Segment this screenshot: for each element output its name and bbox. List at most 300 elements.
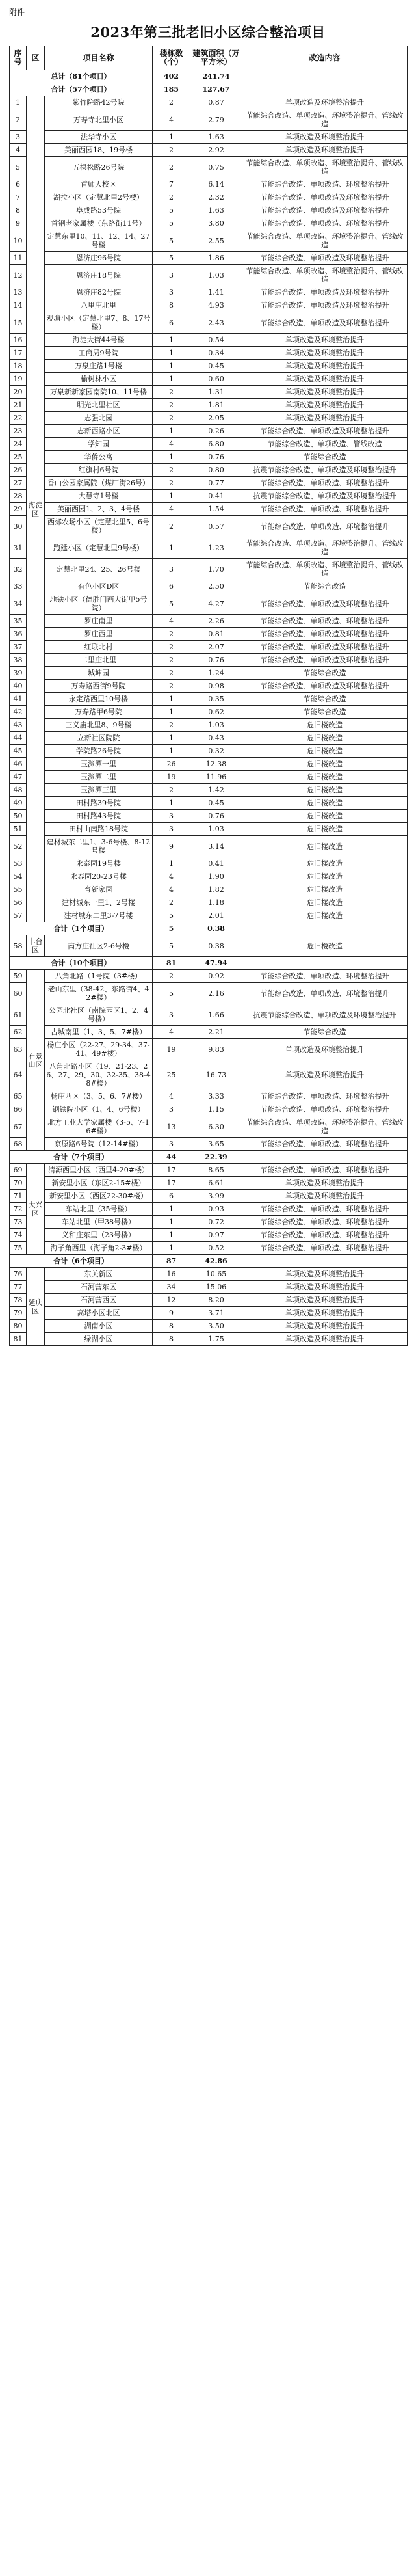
grand-total-label: 总计（81个项目） — [10, 70, 153, 83]
table-row — [10, 719, 408, 732]
subtotal-content — [242, 922, 408, 935]
row-content: 危旧楼改造 — [242, 935, 408, 957]
row-project-name: 北方工业大学家属楼（3-5、7-16#楼） — [45, 1116, 153, 1138]
row-content: 危旧楼改造 — [242, 870, 408, 883]
header-district: 区 — [27, 46, 45, 70]
row-content: 节能综合改造、单项改造及环境整治提升 — [242, 312, 408, 334]
row-area: 0.26 — [190, 425, 242, 438]
subtotal-label: 合计（10个项目） — [10, 957, 153, 970]
row-buildings: 2 — [153, 628, 190, 641]
row-content: 危旧楼改造 — [242, 857, 408, 870]
row-seq: 2 — [10, 109, 27, 131]
row-content: 节能综合改造、单项改造及环境整治提升 — [242, 191, 408, 204]
row-content: 单项改造及环境整治提升 — [242, 1177, 408, 1190]
row-content: 节能综合改造、单项改造、环境整治提升 — [242, 1203, 408, 1216]
row-seq: 17 — [10, 347, 27, 360]
row-seq: 35 — [10, 615, 27, 628]
row-area: 1.31 — [190, 386, 242, 399]
row-seq: 73 — [10, 1216, 27, 1229]
row-project-name: 八角北路（1号院（3#楼） — [45, 970, 153, 983]
row-buildings: 13 — [153, 1116, 190, 1138]
row-area: 3.14 — [190, 836, 242, 857]
row-buildings: 17 — [153, 1177, 190, 1190]
row-project-name: 华侨公寓 — [45, 451, 153, 464]
row-buildings: 6 — [153, 580, 190, 593]
row-project-name: 立新社区院院 — [45, 732, 153, 745]
row-buildings: 1 — [153, 334, 190, 347]
row-seq: 56 — [10, 896, 27, 909]
row-buildings: 2 — [153, 719, 190, 732]
row-area: 0.72 — [190, 1216, 242, 1229]
row-area: 3.33 — [190, 1090, 242, 1103]
row-content: 节能综合改造、单项改造、环境整治提升 — [242, 1090, 408, 1103]
table-row — [10, 883, 408, 896]
row-content: 单项改造及环境整治提升 — [242, 347, 408, 360]
row-buildings: 2 — [153, 412, 190, 425]
row-area: 0.76 — [190, 810, 242, 823]
row-project-name: 首钢老家属楼（东路街11号） — [45, 217, 153, 230]
row-seq: 74 — [10, 1229, 27, 1242]
table-row — [10, 654, 408, 667]
row-area: 6.14 — [190, 178, 242, 191]
table-row — [10, 1281, 408, 1294]
row-buildings: 4 — [153, 615, 190, 628]
row-buildings: 1 — [153, 745, 190, 758]
row-area: 1.42 — [190, 784, 242, 797]
row-project-name: 恩济庄18号院 — [45, 265, 153, 286]
row-project-name: 石河营东区 — [45, 1281, 153, 1294]
row-project-name: 跑廷小区（定慧北里9号楼） — [45, 537, 153, 559]
row-project-name: 永泰园19号楼 — [45, 857, 153, 870]
subtotal-label: 合计（57个项目） — [10, 83, 153, 96]
table-row — [10, 1242, 408, 1255]
header-area: 建筑面积（万平方米） — [190, 46, 242, 70]
row-project-name: 定慧北里24、25、26号楼 — [45, 559, 153, 580]
row-content: 单项改造及环境整治提升 — [242, 1307, 408, 1320]
row-area: 1.18 — [190, 896, 242, 909]
table-row — [10, 758, 408, 771]
row-content: 危旧楼改造 — [242, 745, 408, 758]
row-area: 0.62 — [190, 706, 242, 719]
row-area: 1.03 — [190, 823, 242, 836]
row-content: 节能综合改造 — [242, 1026, 408, 1039]
table-row — [10, 334, 408, 347]
table-row — [10, 628, 408, 641]
table-row — [10, 144, 408, 157]
row-buildings: 3 — [153, 1004, 190, 1026]
row-seq: 38 — [10, 654, 27, 667]
row-buildings: 3 — [153, 810, 190, 823]
row-seq: 22 — [10, 412, 27, 425]
row-area: 15.06 — [190, 1281, 242, 1294]
table-row — [10, 1138, 408, 1151]
row-content: 节能综合改造、单项改造、环境整治提升、管线改造 — [242, 157, 408, 178]
row-buildings: 2 — [153, 386, 190, 399]
row-area: 0.34 — [190, 347, 242, 360]
subtotal-label: 合计（7个项目） — [10, 1151, 153, 1164]
table-row — [10, 1004, 408, 1026]
row-area: 0.60 — [190, 373, 242, 386]
row-seq: 33 — [10, 580, 27, 593]
row-seq: 57 — [10, 909, 27, 922]
subtotal-content — [242, 957, 408, 970]
row-seq: 7 — [10, 191, 27, 204]
table-row — [10, 386, 408, 399]
row-project-name: 榆树林小区 — [45, 373, 153, 386]
row-buildings: 7 — [153, 178, 190, 191]
row-area: 1.03 — [190, 719, 242, 732]
table-row — [10, 1333, 408, 1346]
row-buildings: 9 — [153, 836, 190, 857]
row-content: 节能综合改造、单项改造及环境整治提升 — [242, 252, 408, 265]
row-content: 危旧楼改造 — [242, 836, 408, 857]
row-project-name: 石河营西区 — [45, 1294, 153, 1307]
row-buildings: 4 — [153, 1090, 190, 1103]
row-project-name: 美丽西园1、2、3、4号楼 — [45, 503, 153, 516]
row-buildings: 1 — [153, 537, 190, 559]
row-project-name: 五棵松路26号院 — [45, 157, 153, 178]
row-project-name: 车站北里（35号楼） — [45, 1203, 153, 1216]
row-area: 4.93 — [190, 299, 242, 312]
row-content: 节能综合改造、单项改造、环境整治提升 — [242, 1164, 408, 1177]
table-row — [10, 1294, 408, 1307]
row-buildings: 2 — [153, 477, 190, 490]
row-buildings: 4 — [153, 870, 190, 883]
row-area: 2.21 — [190, 1026, 242, 1039]
row-seq: 4 — [10, 144, 27, 157]
row-seq: 27 — [10, 477, 27, 490]
row-project-name: 法华寺小区 — [45, 131, 153, 144]
row-buildings: 4 — [153, 109, 190, 131]
row-seq: 58 — [10, 935, 27, 957]
row-buildings: 5 — [153, 935, 190, 957]
row-area: 0.77 — [190, 477, 242, 490]
row-area: 1.54 — [190, 503, 242, 516]
row-buildings: 2 — [153, 970, 190, 983]
table-row — [10, 399, 408, 412]
table-row — [10, 836, 408, 857]
table-row — [10, 1103, 408, 1116]
row-seq: 70 — [10, 1177, 27, 1190]
row-content: 节能综合改造、单项改造、环境整治提升 — [242, 217, 408, 230]
row-project-name: 新安里小区（东区2-15#楼） — [45, 1177, 153, 1190]
table-row — [10, 451, 408, 464]
row-content: 节能综合改造、单项改造及环境整治提升 — [242, 286, 408, 299]
table-row — [10, 784, 408, 797]
table-row — [10, 896, 408, 909]
row-seq: 76 — [10, 1268, 27, 1281]
row-area: 1.81 — [190, 399, 242, 412]
row-area: 8.20 — [190, 1294, 242, 1307]
row-area: 0.98 — [190, 680, 242, 693]
row-project-name: 八里庄北里 — [45, 299, 153, 312]
table-row — [10, 693, 408, 706]
row-area: 10.65 — [190, 1268, 242, 1281]
row-area: 1.24 — [190, 667, 242, 680]
table-row — [10, 732, 408, 745]
row-content: 单项改造及环境整治提升 — [242, 334, 408, 347]
row-buildings: 25 — [153, 1060, 190, 1090]
grand-total-buildings: 402 — [153, 70, 190, 83]
grand-total-area: 241.74 — [190, 70, 242, 83]
row-content: 节能综合改造 — [242, 451, 408, 464]
table-row — [10, 360, 408, 373]
row-seq: 44 — [10, 732, 27, 745]
table-row — [10, 1060, 408, 1090]
row-seq: 80 — [10, 1320, 27, 1333]
table-body — [10, 70, 408, 1346]
row-seq: 45 — [10, 745, 27, 758]
row-buildings: 2 — [153, 896, 190, 909]
row-seq: 39 — [10, 667, 27, 680]
row-area: 1.70 — [190, 559, 242, 580]
row-seq: 47 — [10, 771, 27, 784]
row-content: 抗震节能综合改造、单项改造及环境整治提升 — [242, 1004, 408, 1026]
row-area: 3.80 — [190, 217, 242, 230]
table-row — [10, 680, 408, 693]
row-buildings: 8 — [153, 1333, 190, 1346]
table-row — [10, 667, 408, 680]
subtotal-content — [242, 83, 408, 96]
row-content: 单项改造及环境整治提升 — [242, 412, 408, 425]
row-seq: 34 — [10, 593, 27, 615]
row-content: 单项改造及环境整治提升 — [242, 131, 408, 144]
row-project-name: 三义庙北里8、9号楼 — [45, 719, 153, 732]
row-area: 2.16 — [190, 983, 242, 1004]
row-buildings: 17 — [153, 1164, 190, 1177]
row-buildings: 2 — [153, 144, 190, 157]
subtotal-row — [10, 957, 408, 970]
row-buildings: 5 — [153, 230, 190, 252]
row-seq: 59 — [10, 970, 27, 983]
table-row — [10, 464, 408, 477]
row-buildings: 2 — [153, 784, 190, 797]
subtotal-row — [10, 83, 408, 96]
row-content: 危旧楼改造 — [242, 810, 408, 823]
table-row — [10, 347, 408, 360]
table-row — [10, 96, 408, 109]
row-content: 抗震节能综合改造、单项改造及环境整治提升 — [242, 490, 408, 503]
page-title: 2023年第三批老旧小区综合整治项目 — [90, 24, 326, 40]
row-project-name: 新安里小区（西区22-30#楼） — [45, 1190, 153, 1203]
table-row — [10, 641, 408, 654]
row-buildings: 3 — [153, 1138, 190, 1151]
table-row — [10, 299, 408, 312]
row-content: 节能综合改造、单项改造、环境整治提升 — [242, 1229, 408, 1242]
row-area: 0.41 — [190, 490, 242, 503]
table-row — [10, 265, 408, 286]
row-project-name: 育新家园 — [45, 883, 153, 896]
table-row — [10, 373, 408, 386]
row-content: 单项改造及环境整治提升 — [242, 144, 408, 157]
row-project-name: 绿湖小区 — [45, 1333, 153, 1346]
table-row — [10, 935, 408, 957]
projects-table — [9, 46, 408, 1346]
row-content: 危旧楼改造 — [242, 883, 408, 896]
row-content: 单项改造及环境整治提升 — [242, 1281, 408, 1294]
district-cell: 海淀区 — [27, 96, 45, 922]
row-buildings: 8 — [153, 1320, 190, 1333]
subtotal-area: 47.94 — [190, 957, 242, 970]
table-row — [10, 252, 408, 265]
row-area: 1.66 — [190, 1004, 242, 1026]
row-buildings: 1 — [153, 373, 190, 386]
row-buildings: 1 — [153, 857, 190, 870]
row-project-name: 八角北路小区（19、21-23、26、27、29、30、32-35、38-48#楼） — [45, 1060, 153, 1090]
row-seq: 63 — [10, 1039, 27, 1060]
row-seq: 55 — [10, 883, 27, 896]
row-seq: 51 — [10, 823, 27, 836]
row-buildings: 1 — [153, 1242, 190, 1255]
table-row — [10, 580, 408, 593]
row-buildings: 1 — [153, 797, 190, 810]
table-row — [10, 1190, 408, 1203]
table-header-row — [10, 46, 408, 70]
table-row — [10, 1116, 408, 1138]
header-seq: 序号 — [10, 46, 27, 70]
table-row — [10, 503, 408, 516]
row-content: 单项改造及环境整治提升 — [242, 373, 408, 386]
row-seq: 13 — [10, 286, 27, 299]
row-seq: 18 — [10, 360, 27, 373]
table-row — [10, 771, 408, 784]
row-project-name: 车站北里（甲38号楼） — [45, 1216, 153, 1229]
row-seq: 6 — [10, 178, 27, 191]
table-row — [10, 157, 408, 178]
row-area: 0.43 — [190, 732, 242, 745]
subtotal-area: 22.39 — [190, 1151, 242, 1164]
row-content: 节能综合改造 — [242, 693, 408, 706]
table-row — [10, 286, 408, 299]
row-project-name: 钢铁院小区（1、4、6号楼） — [45, 1103, 153, 1116]
row-content: 单项改造及环境整治提升 — [242, 360, 408, 373]
table-row — [10, 1039, 408, 1060]
row-project-name: 杨庄小区（22-27、29-34、37-41、49#楼） — [45, 1039, 153, 1060]
row-content: 危旧楼改造 — [242, 909, 408, 922]
row-buildings: 6 — [153, 312, 190, 334]
row-buildings: 5 — [153, 204, 190, 217]
row-buildings: 1 — [153, 451, 190, 464]
row-content: 节能综合改造、单项改造、环境整治提升 — [242, 503, 408, 516]
row-project-name: 海子角西里（海子角2-3#楼） — [45, 1242, 153, 1255]
row-project-name: 有色小区D区 — [45, 580, 153, 593]
row-seq: 69 — [10, 1164, 27, 1177]
row-area: 0.87 — [190, 96, 242, 109]
row-content: 节能综合改造、单项改造及环境整治提升 — [242, 641, 408, 654]
row-buildings: 1 — [153, 425, 190, 438]
table-row — [10, 797, 408, 810]
row-content: 节能综合改造、单项改造、环境整治提升、管线改造 — [242, 537, 408, 559]
row-seq: 32 — [10, 559, 27, 580]
row-project-name: 玉渊潭三里 — [45, 784, 153, 797]
row-content: 节能综合改造、单项改造、环境整治提升 — [242, 1216, 408, 1229]
row-seq: 8 — [10, 204, 27, 217]
row-content: 节能综合改造 — [242, 580, 408, 593]
row-seq: 15 — [10, 312, 27, 334]
row-project-name: 建材城东二里1、3-6号楼、8-12号楼 — [45, 836, 153, 857]
row-seq: 31 — [10, 537, 27, 559]
row-buildings: 12 — [153, 1294, 190, 1307]
table-row — [10, 970, 408, 983]
row-content: 节能综合改造、单项改造及环境整治提升 — [242, 593, 408, 615]
row-project-name: 大慧寺1号楼 — [45, 490, 153, 503]
row-seq: 9 — [10, 217, 27, 230]
row-content: 单项改造及环境整治提升 — [242, 1320, 408, 1333]
row-area: 6.80 — [190, 438, 242, 451]
row-content: 节能综合改造、单项改造、环境整治提升 — [242, 615, 408, 628]
row-content: 节能综合改造、单项改造、环境整治提升 — [242, 516, 408, 537]
row-area: 1.90 — [190, 870, 242, 883]
row-area: 2.07 — [190, 641, 242, 654]
row-area: 3.71 — [190, 1307, 242, 1320]
row-area: 0.38 — [190, 935, 242, 957]
table-row — [10, 1164, 408, 1177]
row-content: 单项改造及环境整治提升 — [242, 1333, 408, 1346]
row-project-name: 永泰园20-23号楼 — [45, 870, 153, 883]
row-seq: 19 — [10, 373, 27, 386]
subtotal-content — [242, 1151, 408, 1164]
row-area: 3.99 — [190, 1190, 242, 1203]
row-buildings: 3 — [153, 286, 190, 299]
row-area: 1.23 — [190, 537, 242, 559]
row-seq: 52 — [10, 836, 27, 857]
table-row — [10, 983, 408, 1004]
row-area: 0.93 — [190, 1203, 242, 1216]
row-area: 9.83 — [190, 1039, 242, 1060]
row-content: 危旧楼改造 — [242, 823, 408, 836]
row-buildings: 4 — [153, 883, 190, 896]
district-cell: 丰台区 — [27, 935, 45, 957]
table-row — [10, 1268, 408, 1281]
table-row — [10, 109, 408, 131]
table-row — [10, 593, 408, 615]
row-buildings: 1 — [153, 1216, 190, 1229]
row-area: 2.05 — [190, 412, 242, 425]
row-area: 2.32 — [190, 191, 242, 204]
table-row — [10, 217, 408, 230]
table-row — [10, 745, 408, 758]
row-area: 2.43 — [190, 312, 242, 334]
row-buildings: 1 — [153, 347, 190, 360]
row-area: 0.57 — [190, 516, 242, 537]
table-row — [10, 1203, 408, 1216]
row-area: 1.63 — [190, 204, 242, 217]
row-content: 节能综合改造、单项改造、管线改造 — [242, 438, 408, 451]
row-project-name: 建材城东一里1、2号楼 — [45, 896, 153, 909]
row-buildings: 3 — [153, 1103, 190, 1116]
row-project-name: 志新西路小区 — [45, 425, 153, 438]
table-row — [10, 1216, 408, 1229]
row-area: 6.61 — [190, 1177, 242, 1190]
district-cell: 延庆区 — [27, 1268, 45, 1346]
table-row — [10, 615, 408, 628]
grand-total-row — [10, 70, 408, 83]
row-content: 危旧楼改造 — [242, 758, 408, 771]
row-buildings: 16 — [153, 1268, 190, 1281]
row-seq: 48 — [10, 784, 27, 797]
table-row — [10, 131, 408, 144]
row-seq: 54 — [10, 870, 27, 883]
table-row — [10, 230, 408, 252]
row-seq: 29 — [10, 503, 27, 516]
row-content: 危旧楼改造 — [242, 719, 408, 732]
row-project-name: 古城南里（1、3、5、7#楼） — [45, 1026, 153, 1039]
header-name: 项目名称 — [45, 46, 153, 70]
row-content: 节能综合改造、单项改造及环境整治提升 — [242, 680, 408, 693]
row-project-name: 香山公园家属院（煤厂街26号） — [45, 477, 153, 490]
row-area: 0.52 — [190, 1242, 242, 1255]
row-area: 0.80 — [190, 464, 242, 477]
